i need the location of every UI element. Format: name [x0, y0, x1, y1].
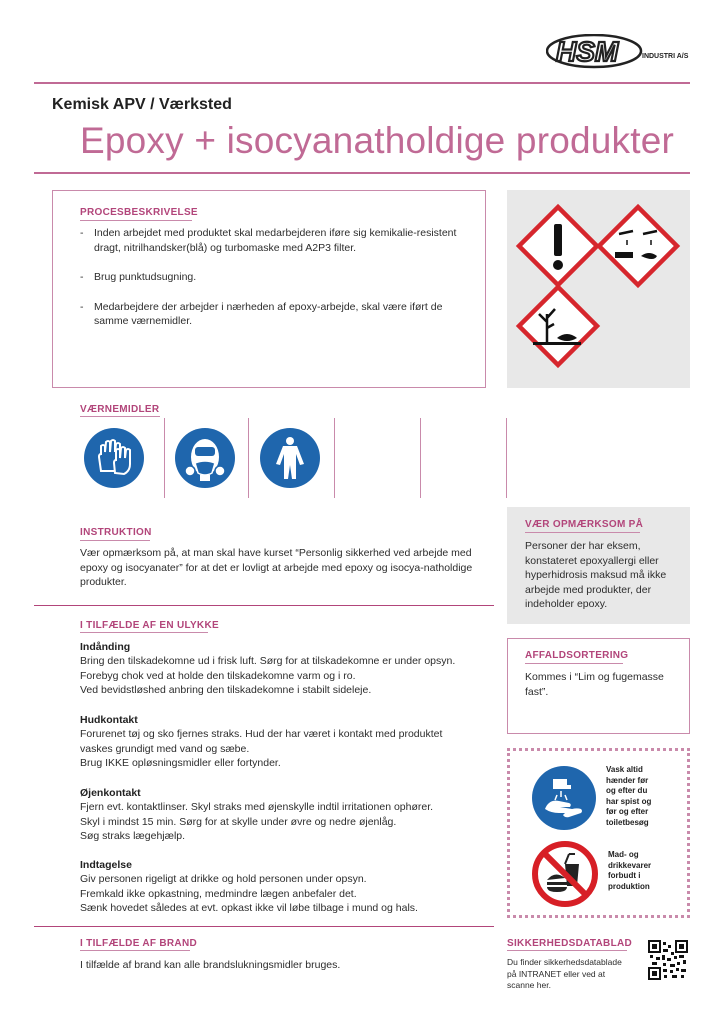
- ulykke-section-title: Indtagelse: [80, 859, 132, 871]
- exclamation-mark-icon: [519, 207, 597, 285]
- ulykke-section-title: Øjenkontakt: [80, 787, 141, 799]
- vaer-opmaerksom-text: Personer der har eksem, konstateret epoxyallergi eller hyperhidrosis maksud må ikke arbejde med produkter, der indeholder epoxy.: [525, 540, 667, 611]
- ulykke-line: Søg straks lægehjælp.: [80, 830, 186, 843]
- ulykke-section-indaanding: [80, 640, 500, 698]
- list-item: - Brug punktudsugning.: [80, 270, 470, 285]
- sikkerhedsdatablad-heading-line: [507, 950, 627, 951]
- ulykke-line: Brug IKKE opløsningsmidler eller fortynder.: [80, 757, 281, 770]
- ppe-divider: [506, 418, 507, 498]
- ulykke-line: Fremkald ikke opkastning, medmindre lægen anbefaler det.: [80, 887, 357, 900]
- ulykke-line: Fjern evt. kontaktlinser. Skyl straks med øjenskylle indtil irritationen ophører.: [80, 801, 434, 813]
- ulykke-section-title: Hudkontakt: [80, 714, 138, 726]
- list-item: - Inden arbejdet med produktet skal medarbejderen iføre sig kemikalie-resistent dragt, nitrilhandsker(blå) og turbomaske med A2P3 filter.: [80, 226, 470, 255]
- instruktion-bottom-rule: [34, 605, 494, 606]
- logo-suffix: INDUSTRI A/S: [642, 53, 689, 60]
- page-kicker: Kemisk APV / Værksted: [52, 96, 232, 113]
- ulykke-line: vaskes grundigt med vand og sæbe.: [80, 742, 250, 755]
- affald-heading: AFFALDSORTERING: [525, 650, 629, 661]
- logo-text: HSM: [556, 36, 619, 67]
- vaernemidler-heading: VÆRNEMIDLER: [80, 404, 160, 415]
- ulykke-bottom-rule: [34, 926, 494, 927]
- company-logo: [546, 34, 696, 70]
- brand-heading: I TILFÆLDE AF BRAND: [80, 938, 197, 949]
- instruktion-heading-line: [80, 540, 150, 541]
- sikkerhedsdatablad-heading: SIKKERHEDSDATABLAD: [507, 938, 633, 949]
- brand-heading-line: [80, 950, 190, 951]
- brand-text: I tilfælde af brand kan alle brandslukningsmidler bruges.: [80, 959, 341, 971]
- protective-suit-icon: [259, 427, 321, 489]
- ulykke-line: Forebyg chok ved at holde den tilskadekomne varm og i ro.: [80, 669, 356, 682]
- procesbeskrivelse-list: [80, 226, 470, 344]
- list-item: - Medarbejdere der arbejder i nærheden af epoxy-arbejde, skal være iført de samme værnemidler.: [80, 300, 470, 329]
- header-bottom-rule: [34, 172, 690, 174]
- vaer-opmaerksom-heading: VÆR OPMÆRKSOM PÅ: [525, 519, 644, 530]
- ppe-divider: [248, 418, 249, 498]
- no-food-icon: [531, 840, 599, 908]
- instruktion-text: Vær opmærksom på, at man skal have kurset “Personlig sikkerhed ved arbejde med epoxy og isocyanater” for at det er lovligt at arbejde med epoxy og isocya-natholdige produkter.: [80, 547, 473, 589]
- respirator-mask-icon: [174, 427, 236, 489]
- ulykke-line: Bring den tilskadekomne ud i frisk luft. Sørg for at tilskadekomne er under opsyn.: [80, 655, 456, 667]
- no-food-text: Mad- og drikkevarer forbudt i produktion: [608, 850, 652, 891]
- ulykke-section-hudkontakt: [80, 713, 500, 771]
- ulykke-heading-line: [80, 632, 208, 633]
- header-top-rule: [34, 82, 690, 84]
- vaernemidler-heading-line: [80, 416, 160, 417]
- affald-text: Kommes i “Lim og fugemasse fast”.: [525, 671, 664, 698]
- instruktion-heading: INSTRUKTION: [80, 527, 152, 538]
- affald-heading-line: [525, 663, 623, 664]
- ulykke-line: Giv personen rigeligt at drikke og hold personen under opsyn.: [80, 873, 367, 885]
- ulykke-line: Ved bevidstløshed anbring den tilskadekomne i stabilt sideleje.: [80, 684, 372, 697]
- ulykke-line: Forurenet tøj og sko fjernes straks. Hud der har været i kontakt med produktet: [80, 728, 443, 740]
- corrosion-icon: [599, 207, 677, 285]
- ulykke-section-oejenkontakt: [80, 786, 500, 844]
- procesbeskrivelse-heading-line: [80, 220, 192, 221]
- ulykke-line: Sænk hovedet således at evt. opkast ikke vil løbe tilbage i mund og hals.: [80, 902, 418, 915]
- sikkerhedsdatablad-text: Du finder sikkerhedsdatablade på INTRANET eller ved at scanne her.: [507, 957, 622, 990]
- ppe-divider: [164, 418, 165, 498]
- vaer-opmaerksom-heading-line: [525, 532, 640, 533]
- page-title: Epoxy + isocyanatholdige produkter: [80, 120, 675, 161]
- hand-wash-text: Vask altid hænder før og efter du har spist og før og efter toiletbesøg: [606, 765, 652, 827]
- hand-wash-icon: [531, 765, 597, 831]
- ulykke-heading: I TILFÆLDE AF EN ULYKKE: [80, 620, 219, 631]
- ulykke-section-title: Indånding: [80, 641, 131, 653]
- environment-hazard-icon: [519, 287, 597, 365]
- ulykke-line: Skyl i mindst 15 min. Sørg for at skylle under øvre og nedre øjenlåg.: [80, 815, 397, 828]
- ppe-divider: [420, 418, 421, 498]
- ulykke-section-indtagelse: [80, 858, 500, 916]
- ppe-divider: [334, 418, 335, 498]
- qr-code-icon[interactable]: [648, 940, 688, 980]
- hazard-panel: [507, 190, 690, 388]
- gloves-icon: [83, 427, 145, 489]
- procesbeskrivelse-heading: PROCESBESKRIVELSE: [80, 207, 198, 218]
